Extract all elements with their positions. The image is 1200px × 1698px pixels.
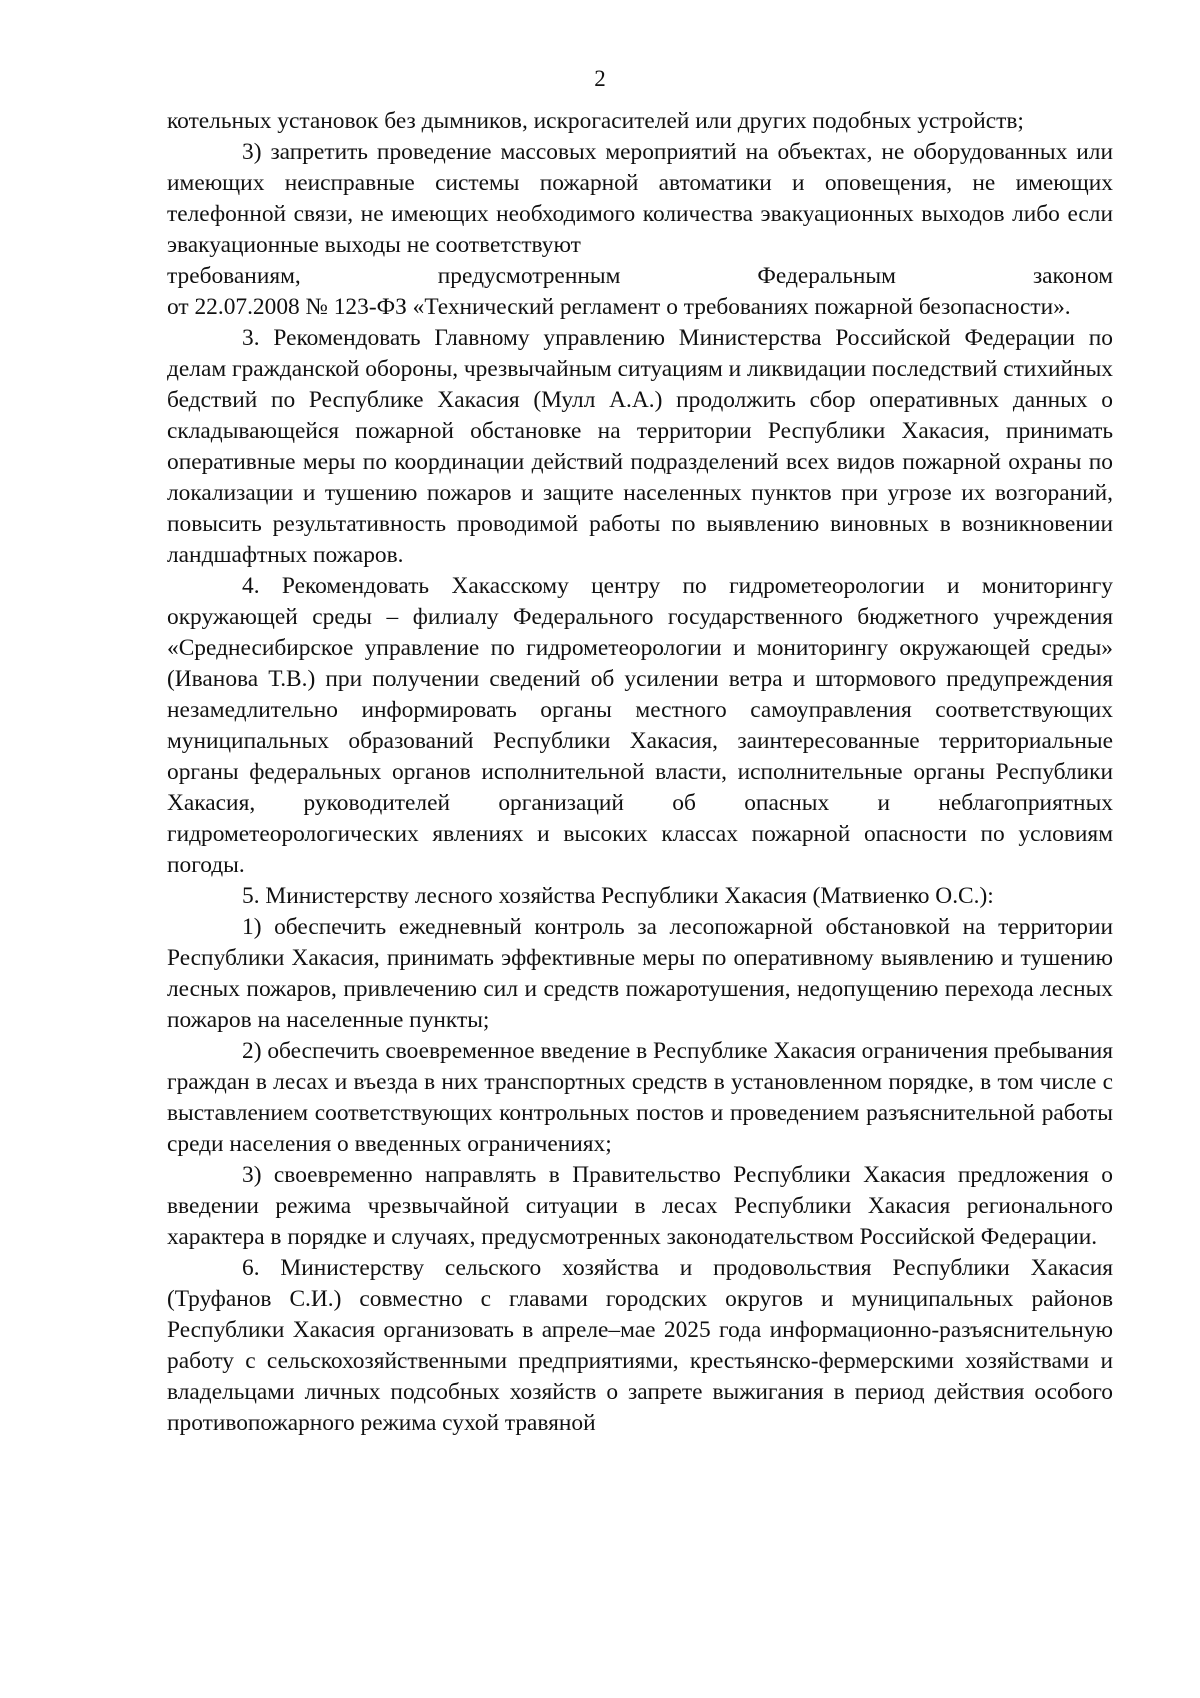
word: Федеральным xyxy=(757,263,896,289)
paragraph-5-2: 2) обеспечить своевременное введение в Республике Хакасия ограничения пребывания граждан в лесах и въезда в них транспортных средств в установленном порядке, в том числе с выставлением соответствующих контрольных постов и проведением разъяснительной работы среди населения о введенных ограничениях; xyxy=(167,1038,1113,1157)
paragraph-6: 6. Министерству сельского хозяйства и продовольствия Республики Хакасия (Труфанов С.И.) совместно с главами городских округов и муниципальных районов Республики Хакасия организовать в апреле–мае 2025 года информационно-разъяснительную работу с сельскохозяйственными предприятиями, крестьянско-фермерскими хозяйствами и владельцами личных подсобных хозяйств о запрете выжигания в период действия особого противопожарного режима сухой травяной xyxy=(167,1255,1113,1436)
paragraph-4: 4. Рекомендовать Хакасскому центру по гидрометеорологии и мониторингу окружающей среды – филиалу Федерального государственного бюджетного учреждения «Среднесибирское управление по гидрометеорологии и мониторингу окружающей среды» (Иванова Т.В.) при получении сведений об усилении ветра и штормового предупреждения незамедлительно информировать органы местного самоуправления соответствующих муниципальных образований Республики Хакасия, заинтересованные территориальные органы федеральных органов исполнительной власти, исполнительные органы Республики Хакасия, руководителей организаций об опасных и неблагоприятных гидрометеорологических явлениях и высоких классах пожарной опасности по условиям погоды. xyxy=(167,573,1113,878)
paragraph-2-3-spread-line xyxy=(167,261,1113,292)
word: предусмотренным xyxy=(437,263,621,289)
paragraph-5-3: 3) своевременно направлять в Правительство Республики Хакасия предложения о введении режима чрезвычайной ситуации в лесах Республики Хакасия регионального характера в порядке и случаях, предусмотренных законодательством Российской Федерации. xyxy=(167,1162,1113,1250)
paragraph-continuation: котельных установок без дымников, искрогасителей или других подобных устройств; xyxy=(167,108,1024,134)
word: требованиям, xyxy=(167,263,301,289)
page-number: 2 xyxy=(594,66,606,91)
document-body xyxy=(167,106,1113,1439)
word: законом xyxy=(1032,263,1113,289)
paragraph-5: 5. Министерству лесного хозяйства Республики Хакасия (Матвиенко О.С.): xyxy=(242,883,994,909)
paragraph-5-1: 1) обеспечить ежедневный контроль за лесопожарной обстановкой на территории Республики Хакасия, принимать эффективные меры по оперативному выявлению и тушению лесных пожаров, привлечению сил и средств пожаротушения, недопущению перехода лесных пожаров на населенные пункты; xyxy=(167,914,1113,1033)
paragraph-3: 3. Рекомендовать Главному управлению Министерства Российской Федерации по делам гражданской обороны, чрезвычайным ситуациям и ликвидации последствий стихийных бедствий по Республике Хакасия (Мулл А.А.) продолжить сбор оперативных данных о складывающейся пожарной обстановке на территории Республики Хакасия, принимать оперативные меры по координации действий подразделений всех видов пожарной охраны по локализации и тушению пожаров и защите населенных пунктов при угрозе их возгораний, повысить результативность проводимой работы по выявлению виновных в возникновении ландшафтных пожаров. xyxy=(167,325,1113,568)
paragraph-2-3: 3) запретить проведение массовых мероприятий на объектах, не оборудованных или имеющих неисправные системы пожарной автоматики и оповещения, не имеющих телефонной связи, не имеющих необходимого количества эвакуационных выходов либо если эвакуационные выходы не соответствуют xyxy=(167,139,1113,258)
paragraph-2-3-end: от 22.07.2008 № 123-ФЗ «Технический регламент о требованиях пожарной безопасности». xyxy=(167,294,1071,320)
